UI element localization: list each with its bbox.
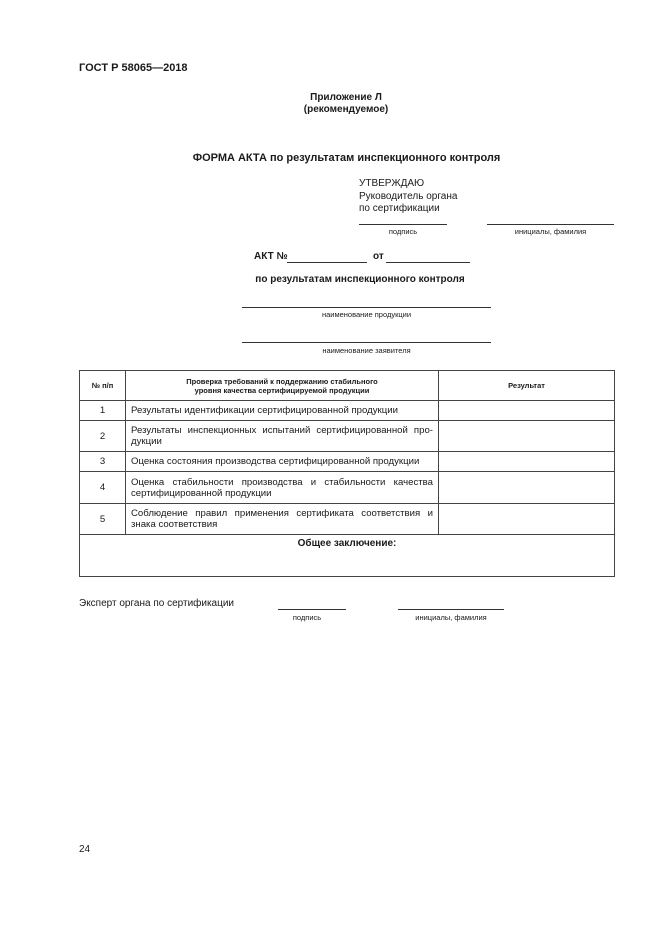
header-num: № п/п	[80, 371, 126, 401]
form-title: ФОРМА АКТА по результатам инспекционного контроля	[192, 152, 501, 164]
result-cell[interactable]	[439, 401, 615, 421]
header-check-line2: уровня качества сертифицируемой продукции	[194, 385, 370, 395]
act-number-line	[287, 262, 367, 263]
table-row	[80, 452, 615, 472]
conclusion-cell[interactable]: Общее заключение:	[80, 535, 615, 577]
result-cell[interactable]	[439, 421, 615, 452]
header-check	[126, 371, 439, 401]
approver-name-line	[487, 224, 614, 225]
header-result: Результат	[439, 371, 615, 401]
table-header-row	[80, 371, 615, 401]
row-num: 2	[80, 421, 126, 452]
table-row	[80, 504, 615, 535]
applicant-line	[242, 342, 491, 343]
product-line	[242, 307, 491, 308]
row-num: 4	[80, 472, 126, 504]
expert-label: Эксперт органа по сертификации	[79, 598, 235, 609]
product-caption: наименование продукции	[321, 310, 412, 319]
row-num: 1	[80, 401, 126, 421]
row-text: Соблюдение правил применения сертификата соответствия и знака соответствия	[126, 504, 439, 535]
applicant-caption: наименование заявителя	[322, 346, 411, 355]
conclusion-row	[80, 535, 615, 577]
appendix-subtitle: (рекомендуемое)	[303, 104, 389, 115]
row-text: Результаты идентификации сертифицированной продукции	[126, 401, 439, 421]
result-cell[interactable]	[439, 452, 615, 472]
act-number-label: АКТ №	[254, 251, 288, 262]
expert-name-caption: инициалы, фамилия	[415, 613, 487, 622]
approver-name-caption: инициалы, фамилия	[514, 227, 587, 236]
expert-name-line	[398, 609, 504, 610]
approver-signature-line	[359, 224, 447, 225]
row-text: Оценка стабильности производства и стабильности качества сертифицированной продукции	[126, 472, 439, 504]
row-num: 5	[80, 504, 126, 535]
approver-position-line1: Руководитель органа	[359, 191, 458, 202]
standard-code: ГОСТ Р 58065—2018	[79, 62, 188, 74]
inspection-table	[79, 370, 615, 577]
act-date-label: от	[373, 251, 384, 262]
header-check-line1: Проверка требований к поддержанию стабильного	[186, 376, 378, 386]
expert-signature-caption: подпись	[292, 613, 322, 622]
approver-signature-caption: подпись	[388, 227, 418, 236]
table-row	[80, 472, 615, 504]
result-cell[interactable]	[439, 504, 615, 535]
table-row	[80, 401, 615, 421]
page-number: 24	[79, 844, 91, 855]
row-text: Оценка состояния производства сертифицированной продукции	[126, 452, 439, 472]
approve-label: УТВЕРЖДАЮ	[359, 178, 425, 189]
table-row	[80, 421, 615, 452]
approver-position-line2: по сертификации	[359, 203, 440, 214]
act-subtitle: по результатам инспекционного контроля	[255, 274, 465, 285]
expert-signature-line	[278, 609, 346, 610]
appendix-title: Приложение Л	[310, 92, 382, 103]
result-cell[interactable]	[439, 472, 615, 504]
row-num: 3	[80, 452, 126, 472]
row-text: Результаты инспекционных испытаний сертифицированной про-дукции	[126, 421, 439, 452]
act-date-line	[386, 262, 470, 263]
